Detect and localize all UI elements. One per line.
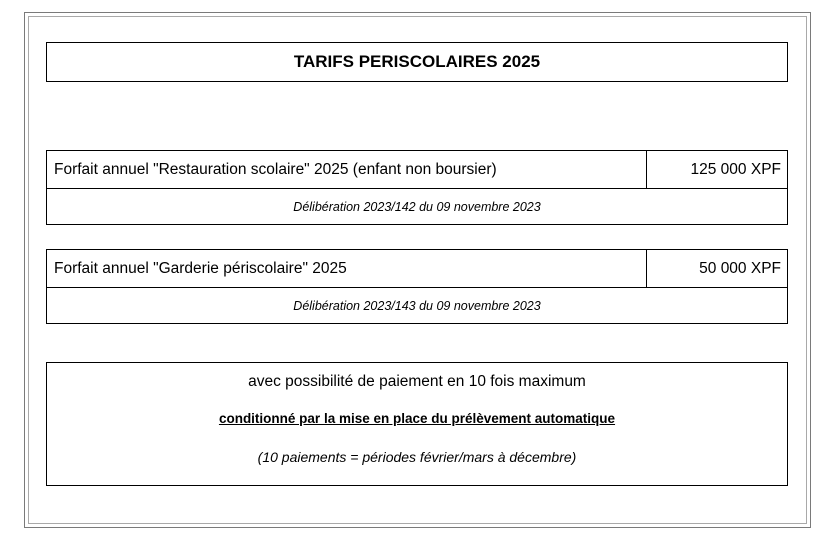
payment-condition-text: conditionné par la mise en place du prélèvement automatique bbox=[218, 411, 616, 426]
tarif-row bbox=[47, 151, 787, 189]
tarif-reference: Délibération 2023/142 du 09 novembre 2023 bbox=[293, 199, 541, 214]
tarif-row bbox=[47, 250, 787, 288]
tarif-price: 50 000 XPF bbox=[699, 259, 781, 277]
tarif-price: 125 000 XPF bbox=[690, 160, 781, 178]
payment-conditions-box bbox=[46, 362, 788, 486]
tarif-table-garderie bbox=[46, 249, 788, 324]
tarif-reference: Délibération 2023/143 du 09 novembre 2023 bbox=[293, 298, 541, 313]
tarif-label: Forfait annuel "Garderie périscolaire" 2025 bbox=[47, 250, 647, 287]
payment-installments-text: avec possibilité de paiement en 10 fois maximum bbox=[248, 373, 586, 390]
tarif-label: Forfait annuel "Restauration scolaire" 2025 (enfant non boursier) bbox=[47, 151, 647, 188]
page-title: TARIFS PERISCOLAIRES 2025 bbox=[46, 42, 788, 82]
tarif-table-restauration bbox=[46, 150, 788, 225]
payment-periods-text: (10 paiements = périodes février/mars à décembre) bbox=[257, 449, 577, 465]
